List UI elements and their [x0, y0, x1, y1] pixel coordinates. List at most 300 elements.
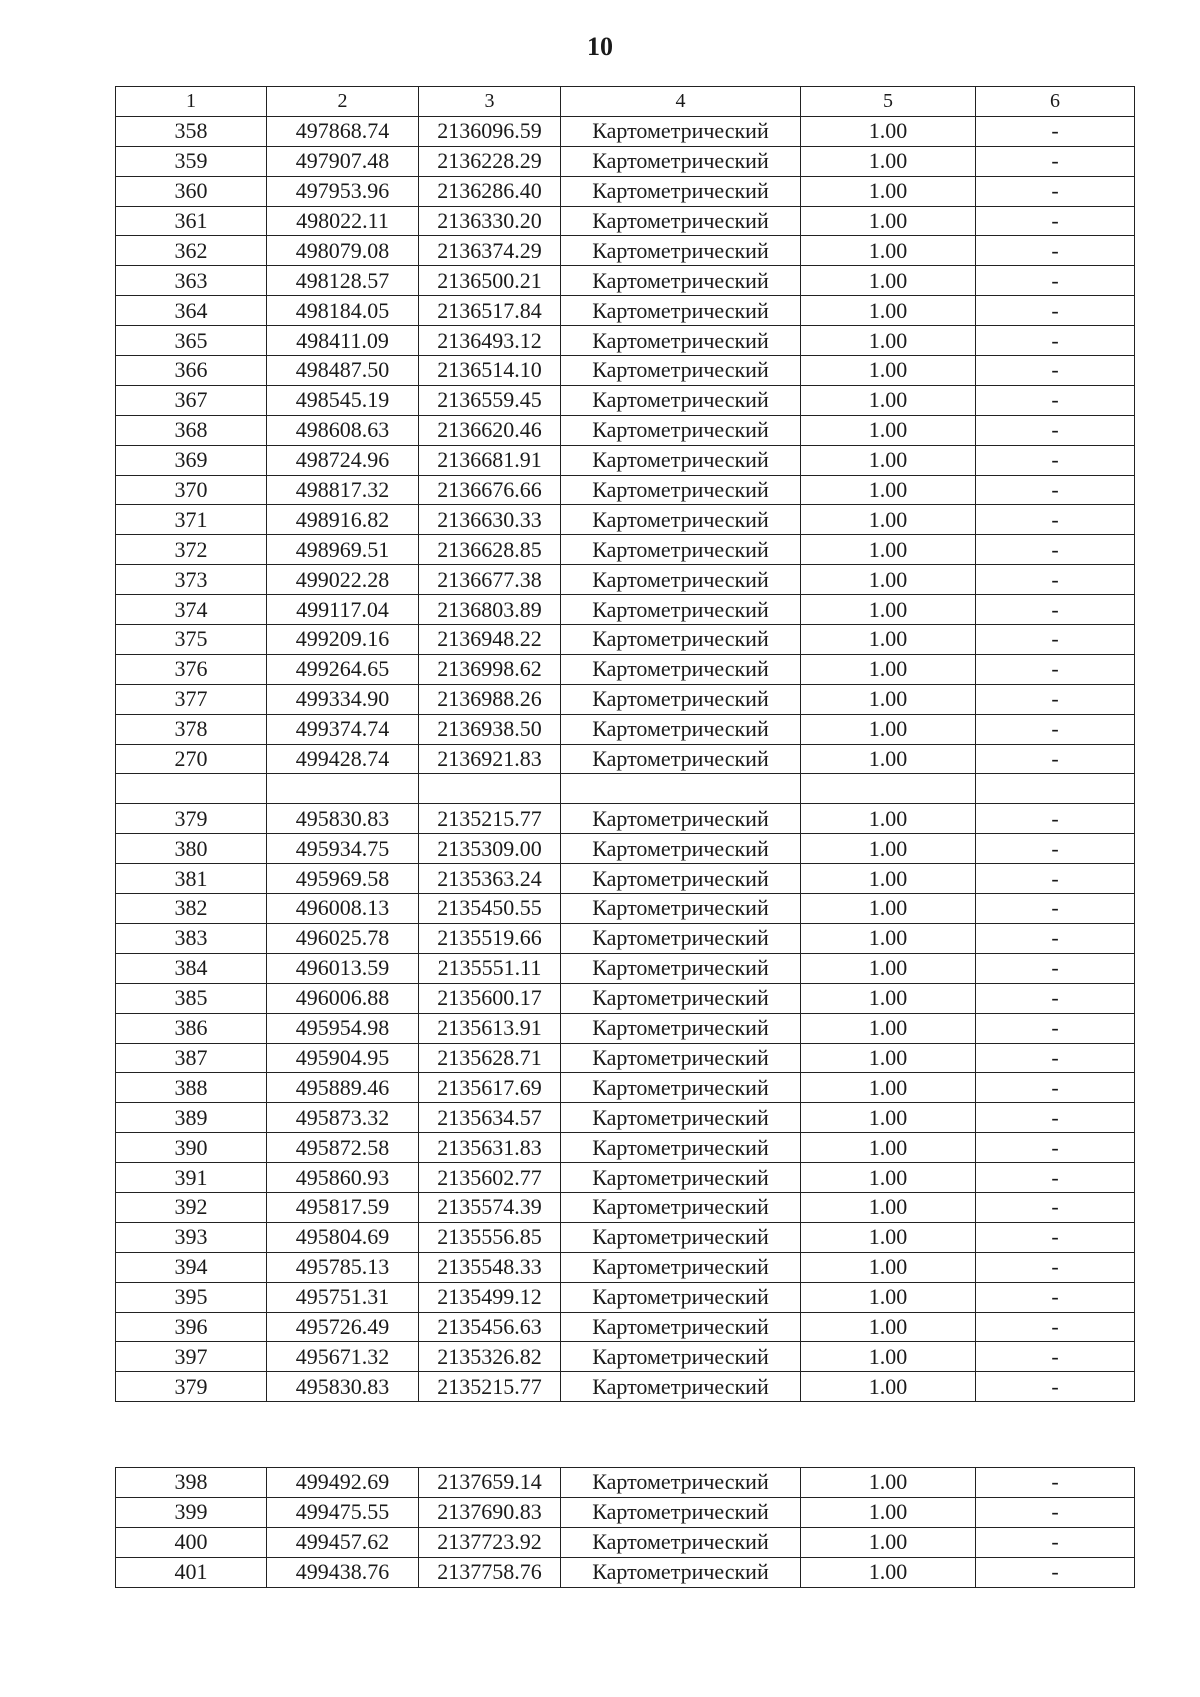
table-cell: 2136228.29: [419, 146, 561, 176]
table-cell: [267, 774, 419, 804]
table-cell: 2135602.77: [419, 1163, 561, 1193]
table-cell: 2137659.14: [419, 1468, 561, 1498]
table-cell: -: [976, 1192, 1135, 1222]
table-cell: 2137690.83: [419, 1497, 561, 1527]
table-row: [116, 923, 1135, 953]
table-cell: 495954.98: [267, 1013, 419, 1043]
table-cell: 378: [116, 714, 267, 744]
table-cell: 497907.48: [267, 146, 419, 176]
table-cell: -: [976, 654, 1135, 684]
table-cell: Картометрический: [561, 176, 801, 206]
table-cell: 401: [116, 1557, 267, 1587]
table-cell: 1.00: [801, 535, 976, 565]
table-cell: 388: [116, 1073, 267, 1103]
table-cell: 2135551.11: [419, 953, 561, 983]
table-cell: 2135634.57: [419, 1103, 561, 1133]
table-cell: Картометрический: [561, 834, 801, 864]
table-cell: 393: [116, 1222, 267, 1252]
table-cell: -: [976, 1013, 1135, 1043]
table-cell: 495785.13: [267, 1252, 419, 1282]
table-cell: 1.00: [801, 505, 976, 535]
table-cell: 498969.51: [267, 535, 419, 565]
table-cell: 382: [116, 894, 267, 924]
table-cell: Картометрический: [561, 146, 801, 176]
table-row: [116, 1468, 1135, 1498]
table-row: [116, 1222, 1135, 1252]
table-cell: Картометрический: [561, 206, 801, 236]
table-cell: 2135519.66: [419, 923, 561, 953]
table-cell: 2135556.85: [419, 1222, 561, 1252]
table-cell: Картометрический: [561, 1372, 801, 1402]
table-cell: 2135309.00: [419, 834, 561, 864]
table-cell: Картометрический: [561, 864, 801, 894]
table-cell: 2136938.50: [419, 714, 561, 744]
column-header: 2: [267, 87, 419, 117]
table-cell: -: [976, 1252, 1135, 1282]
table-cell: Картометрический: [561, 535, 801, 565]
table-cell: -: [976, 1557, 1135, 1587]
coordinates-table-continued: [115, 1467, 1135, 1588]
table-cell: 499475.55: [267, 1497, 419, 1527]
table-cell: 362: [116, 236, 267, 266]
table-cell: 391: [116, 1163, 267, 1193]
table-cell: -: [976, 595, 1135, 625]
table-cell: 397: [116, 1342, 267, 1372]
table-row: [116, 296, 1135, 326]
table-cell: 364: [116, 296, 267, 326]
table-cell: -: [976, 1497, 1135, 1527]
table-cell: Картометрический: [561, 116, 801, 146]
table-row: [116, 1013, 1135, 1043]
table-row: [116, 266, 1135, 296]
table-cell: -: [976, 1468, 1135, 1498]
header-row: [116, 87, 1135, 117]
table-cell: 2135628.71: [419, 1043, 561, 1073]
table-cell: Картометрический: [561, 266, 801, 296]
table-cell: 1.00: [801, 1013, 976, 1043]
table-cell: Картометрический: [561, 1013, 801, 1043]
table-cell: 1.00: [801, 1073, 976, 1103]
table-cell: Картометрический: [561, 804, 801, 834]
table-cell: 1.00: [801, 116, 976, 146]
table-cell: 496008.13: [267, 894, 419, 924]
table-cell: 398: [116, 1468, 267, 1498]
table-cell: 496013.59: [267, 953, 419, 983]
table-cell: -: [976, 356, 1135, 386]
table-cell: 385: [116, 983, 267, 1013]
table-cell: 2137723.92: [419, 1527, 561, 1557]
table-cell: 1.00: [801, 804, 976, 834]
table-row: [116, 714, 1135, 744]
table-cell: 1.00: [801, 1252, 976, 1282]
table-cell: 1.00: [801, 176, 976, 206]
column-header: 3: [419, 87, 561, 117]
table-row: [116, 1342, 1135, 1372]
table-cell: 365: [116, 326, 267, 356]
table-cell: 358: [116, 116, 267, 146]
table-cell: 387: [116, 1043, 267, 1073]
table-row: [116, 1252, 1135, 1282]
table-cell: 2136803.89: [419, 595, 561, 625]
table-cell: [561, 774, 801, 804]
table-cell: 498411.09: [267, 326, 419, 356]
table-cell: 361: [116, 206, 267, 236]
table-cell: 1.00: [801, 1043, 976, 1073]
table-cell: 499457.62: [267, 1527, 419, 1557]
table-cell: 498128.57: [267, 266, 419, 296]
table-cell: -: [976, 1372, 1135, 1402]
table-cell: 369: [116, 445, 267, 475]
table-row: [116, 834, 1135, 864]
table-cell: 498487.50: [267, 356, 419, 386]
table-cell: -: [976, 415, 1135, 445]
table-cell: 370: [116, 475, 267, 505]
table-row: [116, 953, 1135, 983]
table-row: [116, 595, 1135, 625]
table-row: [116, 1497, 1135, 1527]
table-cell: 359: [116, 146, 267, 176]
table-cell: -: [976, 1312, 1135, 1342]
table-cell: Картометрический: [561, 1342, 801, 1372]
table-cell: 1.00: [801, 923, 976, 953]
table-cell: 367: [116, 385, 267, 415]
table-cell: 2136559.45: [419, 385, 561, 415]
table-cell: Картометрический: [561, 1497, 801, 1527]
table-cell: 499022.28: [267, 565, 419, 595]
table-row: [116, 116, 1135, 146]
table-cell: 1.00: [801, 1527, 976, 1557]
table-cell: 1.00: [801, 1372, 976, 1402]
column-header: 6: [976, 87, 1135, 117]
table-cell: -: [976, 625, 1135, 655]
table-cell: 498916.82: [267, 505, 419, 535]
table-row: [116, 356, 1135, 386]
table-row: [116, 445, 1135, 475]
table-cell: 498184.05: [267, 296, 419, 326]
table-cell: -: [976, 535, 1135, 565]
table-cell: 390: [116, 1133, 267, 1163]
table-cell: Картометрический: [561, 475, 801, 505]
table-cell: Картометрический: [561, 1192, 801, 1222]
table-cell: -: [976, 1133, 1135, 1163]
table-row: [116, 415, 1135, 445]
table-cell: 2136620.46: [419, 415, 561, 445]
table-cell: Картометрический: [561, 953, 801, 983]
table-cell: -: [976, 744, 1135, 774]
table-cell: 1.00: [801, 326, 976, 356]
table-cell: 495726.49: [267, 1312, 419, 1342]
table-cell: 380: [116, 834, 267, 864]
table-cell: 498608.63: [267, 415, 419, 445]
table-cell: -: [976, 684, 1135, 714]
table-cell: 1.00: [801, 565, 976, 595]
table-cell: 2135456.63: [419, 1312, 561, 1342]
table-cell: 495817.59: [267, 1192, 419, 1222]
table-cell: Картометрический: [561, 744, 801, 774]
page-number: 10: [587, 32, 613, 61]
table-row: [116, 983, 1135, 1013]
table-cell: 2136998.62: [419, 654, 561, 684]
table-cell: 2137758.76: [419, 1557, 561, 1587]
table-cell: [976, 774, 1135, 804]
table-cell: 1.00: [801, 714, 976, 744]
table-row: [116, 1073, 1135, 1103]
table-cell: 1.00: [801, 206, 976, 236]
table-cell: 1.00: [801, 1557, 976, 1587]
table-cell: -: [976, 326, 1135, 356]
table-cell: 495751.31: [267, 1282, 419, 1312]
table-cell: 497953.96: [267, 176, 419, 206]
table-cell: 1.00: [801, 625, 976, 655]
table-cell: -: [976, 894, 1135, 924]
table-cell: 2135613.91: [419, 1013, 561, 1043]
table-cell: 2136517.84: [419, 296, 561, 326]
table-cell: 495904.95: [267, 1043, 419, 1073]
table-cell: -: [976, 266, 1135, 296]
table-cell: 2136677.38: [419, 565, 561, 595]
table-cell: 2136988.26: [419, 684, 561, 714]
column-header: 1: [116, 87, 267, 117]
table-cell: 1.00: [801, 296, 976, 326]
table-row: [116, 804, 1135, 834]
table-cell: 495671.32: [267, 1342, 419, 1372]
table-cell: 379: [116, 804, 267, 834]
table-cell: Картометрический: [561, 654, 801, 684]
table-cell: Картометрический: [561, 1163, 801, 1193]
table-cell: Картометрический: [561, 1527, 801, 1557]
column-header: 5: [801, 87, 976, 117]
table-cell: -: [976, 834, 1135, 864]
table-row: [116, 176, 1135, 206]
table-cell: 366: [116, 356, 267, 386]
table-cell: 363: [116, 266, 267, 296]
table-cell: 1.00: [801, 654, 976, 684]
table-row: [116, 1163, 1135, 1193]
table-cell: 2136096.59: [419, 116, 561, 146]
table-cell: 496006.88: [267, 983, 419, 1013]
table-cell: 499264.65: [267, 654, 419, 684]
table-cell: 384: [116, 953, 267, 983]
table-cell: 376: [116, 654, 267, 684]
table-row: [116, 1192, 1135, 1222]
table-cell: 2136948.22: [419, 625, 561, 655]
table-cell: 399: [116, 1497, 267, 1527]
table-cell: 495969.58: [267, 864, 419, 894]
table-cell: Картометрический: [561, 684, 801, 714]
table-cell: 2135215.77: [419, 804, 561, 834]
table-row: [116, 535, 1135, 565]
table-cell: 1.00: [801, 1222, 976, 1252]
table-cell: Картометрический: [561, 1222, 801, 1252]
table-cell: 1.00: [801, 475, 976, 505]
table-cell: -: [976, 475, 1135, 505]
table-cell: 1.00: [801, 744, 976, 774]
table-cell: Картометрический: [561, 1252, 801, 1282]
table-row: [116, 505, 1135, 535]
table-cell: [801, 774, 976, 804]
table-cell: 2136681.91: [419, 445, 561, 475]
table-cell: -: [976, 714, 1135, 744]
table-cell: Картометрический: [561, 356, 801, 386]
table-cell: Картометрический: [561, 296, 801, 326]
table-cell: Картометрический: [561, 565, 801, 595]
table-cell: -: [976, 983, 1135, 1013]
table-row: [116, 146, 1135, 176]
table-row: [116, 1527, 1135, 1557]
table-cell: -: [976, 116, 1135, 146]
table-cell: -: [976, 1527, 1135, 1557]
table-cell: 2135450.55: [419, 894, 561, 924]
table-cell: 1.00: [801, 146, 976, 176]
table-row: [116, 326, 1135, 356]
table-cell: 383: [116, 923, 267, 953]
table-cell: 2136630.33: [419, 505, 561, 535]
table-cell: 2136286.40: [419, 176, 561, 206]
table-cell: 495830.83: [267, 804, 419, 834]
table-cell: 386: [116, 1013, 267, 1043]
table-cell: 2135363.24: [419, 864, 561, 894]
table-cell: Картометрический: [561, 1282, 801, 1312]
table-cell: 368: [116, 415, 267, 445]
table-cell: 498724.96: [267, 445, 419, 475]
table-cell: 2136330.20: [419, 206, 561, 236]
table-cell: 495934.75: [267, 834, 419, 864]
table-cell: [419, 774, 561, 804]
table-row: [116, 236, 1135, 266]
table-cell: 495873.32: [267, 1103, 419, 1133]
table-cell: 1.00: [801, 415, 976, 445]
table-cell: 1.00: [801, 894, 976, 924]
table-row: [116, 625, 1135, 655]
table-cell: Картометрический: [561, 1043, 801, 1073]
table-cell: 1.00: [801, 953, 976, 983]
table-cell: 1.00: [801, 236, 976, 266]
table-cell: Картометрический: [561, 1073, 801, 1103]
table-cell: 2136493.12: [419, 326, 561, 356]
table-cell: 499209.16: [267, 625, 419, 655]
table-cell: -: [976, 296, 1135, 326]
table-cell: -: [976, 176, 1135, 206]
table-cell: 1.00: [801, 684, 976, 714]
table-cell: 1.00: [801, 1103, 976, 1133]
table-cell: 495872.58: [267, 1133, 419, 1163]
table-cell: 1.00: [801, 385, 976, 415]
table-row: [116, 1312, 1135, 1342]
separator-row: [116, 774, 1135, 804]
table-cell: 499374.74: [267, 714, 419, 744]
table-cell: Картометрический: [561, 894, 801, 924]
table-cell: 374: [116, 595, 267, 625]
table-row: [116, 206, 1135, 236]
table-cell: 2135617.69: [419, 1073, 561, 1103]
table-cell: 1.00: [801, 1312, 976, 1342]
table-cell: 495830.83: [267, 1372, 419, 1402]
table-row: [116, 1103, 1135, 1133]
table-cell: 379: [116, 1372, 267, 1402]
table-cell: -: [976, 206, 1135, 236]
table-cell: -: [976, 1342, 1135, 1372]
table-cell: 389: [116, 1103, 267, 1133]
table-cell: Картометрический: [561, 326, 801, 356]
coordinates-table: [115, 86, 1135, 1402]
table-cell: Картометрический: [561, 1103, 801, 1133]
table-cell: Картометрический: [561, 1312, 801, 1342]
table-cell: 1.00: [801, 356, 976, 386]
table-row: [116, 1133, 1135, 1163]
table-cell: Картометрический: [561, 505, 801, 535]
table-cell: -: [976, 1103, 1135, 1133]
table-cell: Картометрический: [561, 385, 801, 415]
table-cell: -: [976, 505, 1135, 535]
table-cell: [116, 774, 267, 804]
table-cell: 1.00: [801, 266, 976, 296]
table-cell: 371: [116, 505, 267, 535]
table-row: [116, 1557, 1135, 1587]
table-cell: 373: [116, 565, 267, 595]
table-row: [116, 894, 1135, 924]
table-cell: -: [976, 1282, 1135, 1312]
table-row: [116, 684, 1135, 714]
table-cell: 372: [116, 535, 267, 565]
table-cell: 498079.08: [267, 236, 419, 266]
table-cell: 2135548.33: [419, 1252, 561, 1282]
table-cell: -: [976, 236, 1135, 266]
table-row: [116, 565, 1135, 595]
table-cell: 2136628.85: [419, 535, 561, 565]
table-cell: 1.00: [801, 445, 976, 475]
table-cell: Картометрический: [561, 625, 801, 655]
table-cell: 2136374.29: [419, 236, 561, 266]
table-cell: 2136676.66: [419, 475, 561, 505]
table-cell: 495804.69: [267, 1222, 419, 1252]
table-cell: -: [976, 385, 1135, 415]
table-cell: 377: [116, 684, 267, 714]
table-row: [116, 654, 1135, 684]
table-cell: 1.00: [801, 1468, 976, 1498]
table-cell: Картометрический: [561, 1133, 801, 1163]
table-cell: Картометрический: [561, 1468, 801, 1498]
table-cell: 2135326.82: [419, 1342, 561, 1372]
table-cell: 1.00: [801, 1133, 976, 1163]
table-cell: 499438.76: [267, 1557, 419, 1587]
table-cell: 495860.93: [267, 1163, 419, 1193]
table-cell: 360: [116, 176, 267, 206]
table-cell: 1.00: [801, 1192, 976, 1222]
table-cell: -: [976, 864, 1135, 894]
table-cell: 1.00: [801, 983, 976, 1013]
table-cell: -: [976, 1222, 1135, 1252]
table-row: [116, 744, 1135, 774]
table-cell: Картометрический: [561, 415, 801, 445]
table-cell: 499428.74: [267, 744, 419, 774]
table-cell: 2136500.21: [419, 266, 561, 296]
table-cell: 1.00: [801, 834, 976, 864]
table-cell: 498545.19: [267, 385, 419, 415]
table-cell: 1.00: [801, 1342, 976, 1372]
table-cell: 497868.74: [267, 116, 419, 146]
table-cell: 495889.46: [267, 1073, 419, 1103]
table-cell: 496025.78: [267, 923, 419, 953]
table-cell: -: [976, 1163, 1135, 1193]
table-cell: 381: [116, 864, 267, 894]
table-row: [116, 1282, 1135, 1312]
table-cell: 375: [116, 625, 267, 655]
table-cell: 2135215.77: [419, 1372, 561, 1402]
table-cell: 394: [116, 1252, 267, 1282]
table-row: [116, 385, 1135, 415]
column-header: 4: [561, 87, 801, 117]
table-cell: 395: [116, 1282, 267, 1312]
